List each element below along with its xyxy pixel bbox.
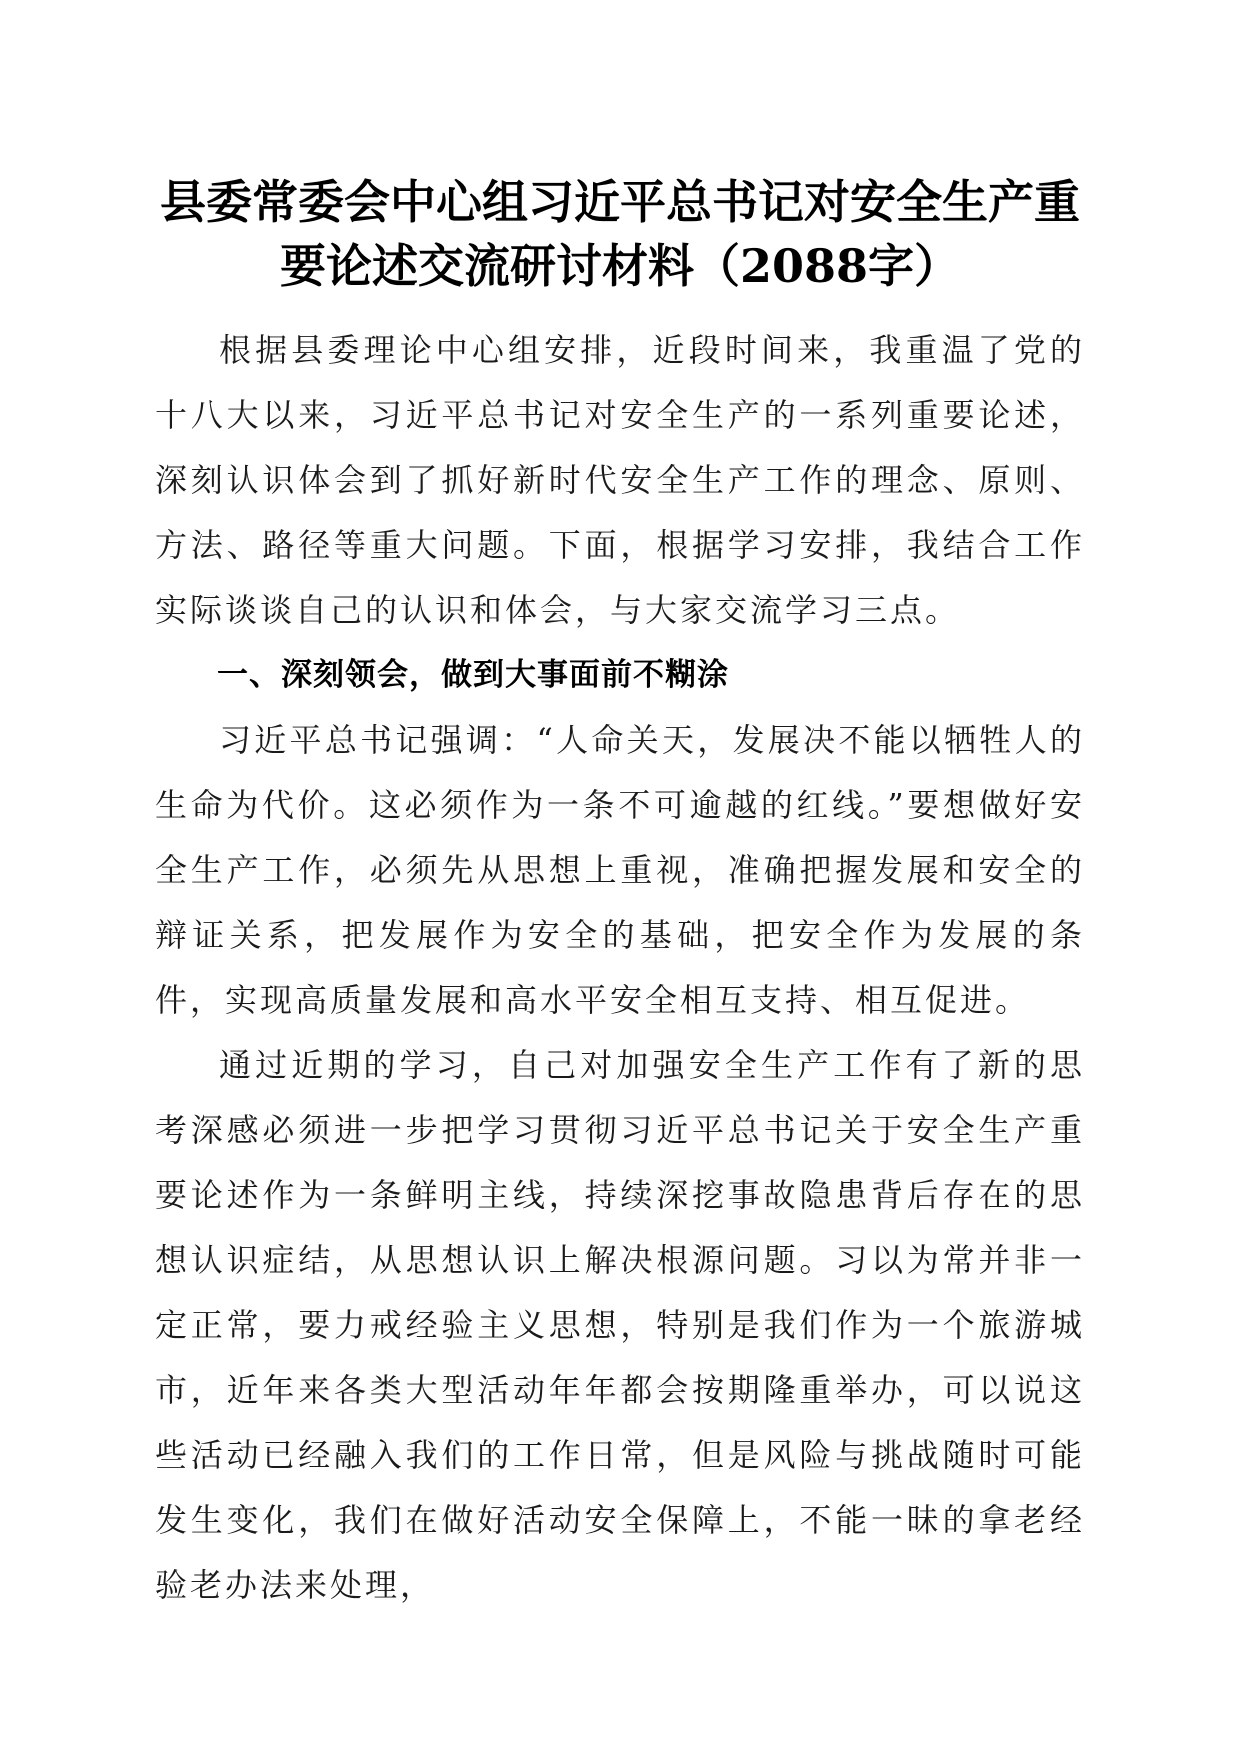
section-1-heading: 一、深刻领会，做到大事面前不糊涂 bbox=[217, 657, 729, 693]
document-title: 县委常委会中心组习近平总书记对安全生产重要论述交流研讨材料（2088字） bbox=[160, 175, 1080, 293]
section-1-paragraph: 习近平总书记强调：“人命关天，发展决不能以牺牲人的生命为代价。这必须作为一条不可逾越的红线。”要想做好安全生产工作，必须先从思想上重视，准确把握发展和安全的辩证关系，把发展作为安全的基础，把安全作为发展的条件，实现高质量发展和高水平安全相互支持、相互促进。 bbox=[155, 721, 1085, 1019]
section-1-paragraph: 通过近期的学习，自己对加强安全生产工作有了新的思考深感必须进一步把学习贯彻习近平总书记关于安全生产重要论述作为一条鲜明主线，持续深挖事故隐患背后存在的思想认识症结，从思想认识上解决根源问题。习以为常并非一定正常，要力戒经验主义思想，特别是我们作为一个旅游城市，近年来各类大型活动年年都会按期隆重举办，可以说这些活动已经融入我们的工作日常，但是风险与挑战随时可能发生变化，我们在做好活动安全保障上，不能一昧的拿老经验老办法来处理， bbox=[155, 1046, 1085, 1604]
intro-paragraph: 根据县委理论中心组安排，近段时间来，我重温了党的十八大以来，习近平总书记对安全生产的一系列重要论述，深刻认识体会到了抓好新时代安全生产工作的理念、原则、方法、路径等重大问题。下面，根据学习安排，我结合工作实际谈谈自己的认识和体会，与大家交流学习三点。 bbox=[155, 331, 1085, 629]
document-body bbox=[155, 318, 1085, 1618]
